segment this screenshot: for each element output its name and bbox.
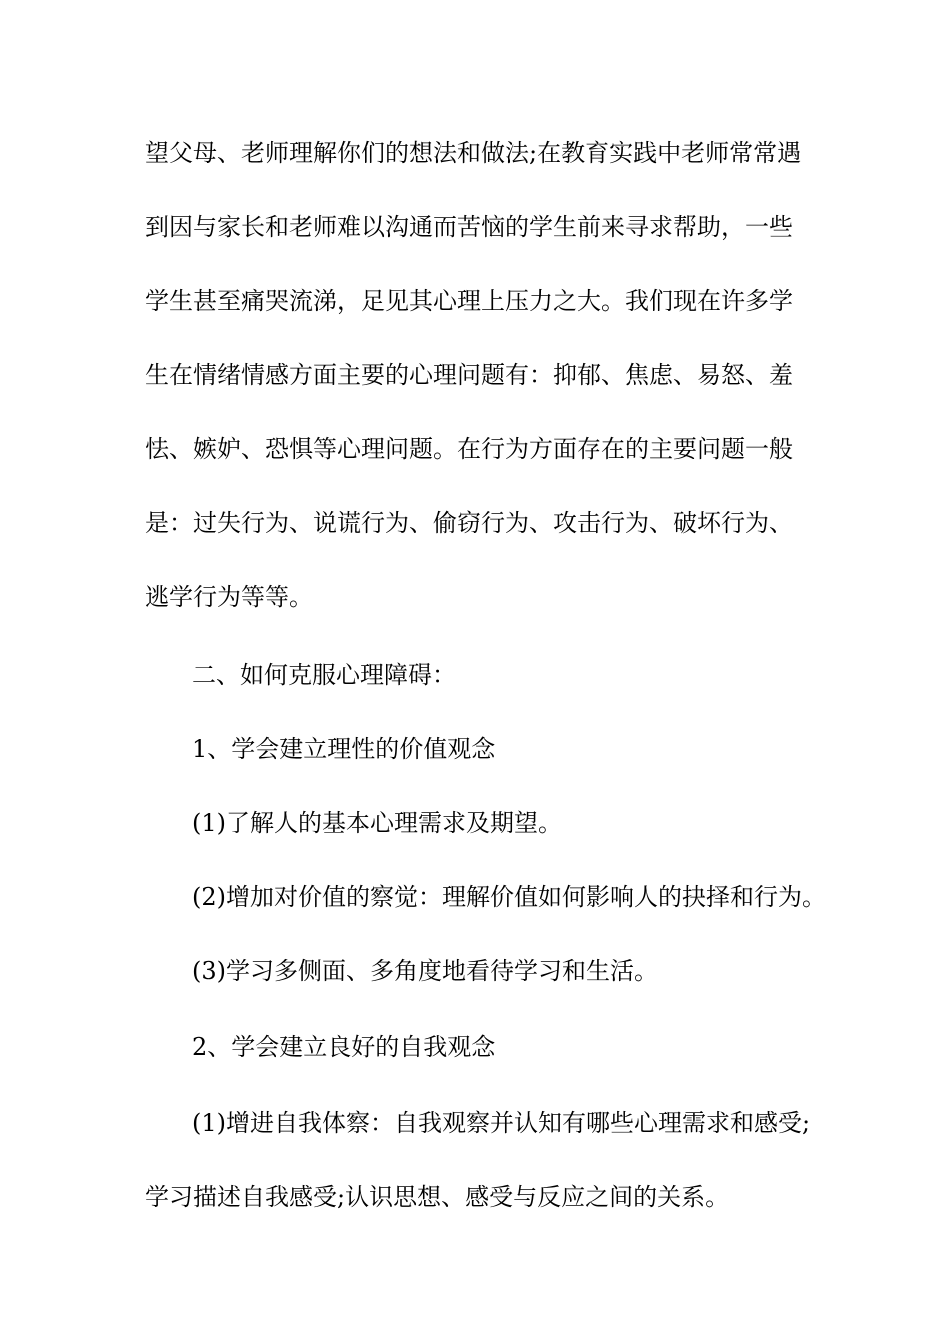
body-text-line: 学生甚至痛哭流涕，足见其心理上压力之大。我们现在许多学 [145, 287, 793, 315]
body-text-line: 望父母、老师理解你们的想法和做法;在教育实践中老师常常遇 [145, 139, 802, 167]
list-sub-item: (1)增进自我体察：自我观察并认知有哪些心理需求和感受; [192, 1109, 811, 1137]
list-item-title: 2、学会建立良好的自我观念 [192, 1033, 496, 1061]
body-text-line: 怯、嫉妒、恐惧等心理问题。在行为方面存在的主要问题一般 [145, 435, 793, 463]
list-sub-item-continuation: 学习描述自我感受;认识思想、感受与反应之间的关系。 [145, 1183, 730, 1211]
body-text-line: 到因与家长和老师难以沟通而苦恼的学生前来寻求帮助，一些 [145, 213, 793, 241]
body-text-line: 逃学行为等等。 [145, 583, 313, 611]
section-heading: 二、如何克服心理障碍： [192, 661, 456, 689]
body-text-line: 是：过失行为、说谎行为、偷窃行为、攻击行为、破坏行为、 [145, 509, 793, 537]
list-sub-item: (2)增加对价值的察觉：理解价值如何影响人的抉择和行为。 [192, 883, 826, 911]
list-item-title: 1、学会建立理性的价值观念 [192, 735, 496, 763]
list-sub-item: (1)了解人的基本心理需求及期望。 [192, 809, 562, 837]
list-sub-item: (3)学习多侧面、多角度地看待学习和生活。 [192, 957, 658, 985]
body-text-line: 生在情绪情感方面主要的心理问题有：抑郁、焦虑、易怒、羞 [145, 361, 793, 389]
